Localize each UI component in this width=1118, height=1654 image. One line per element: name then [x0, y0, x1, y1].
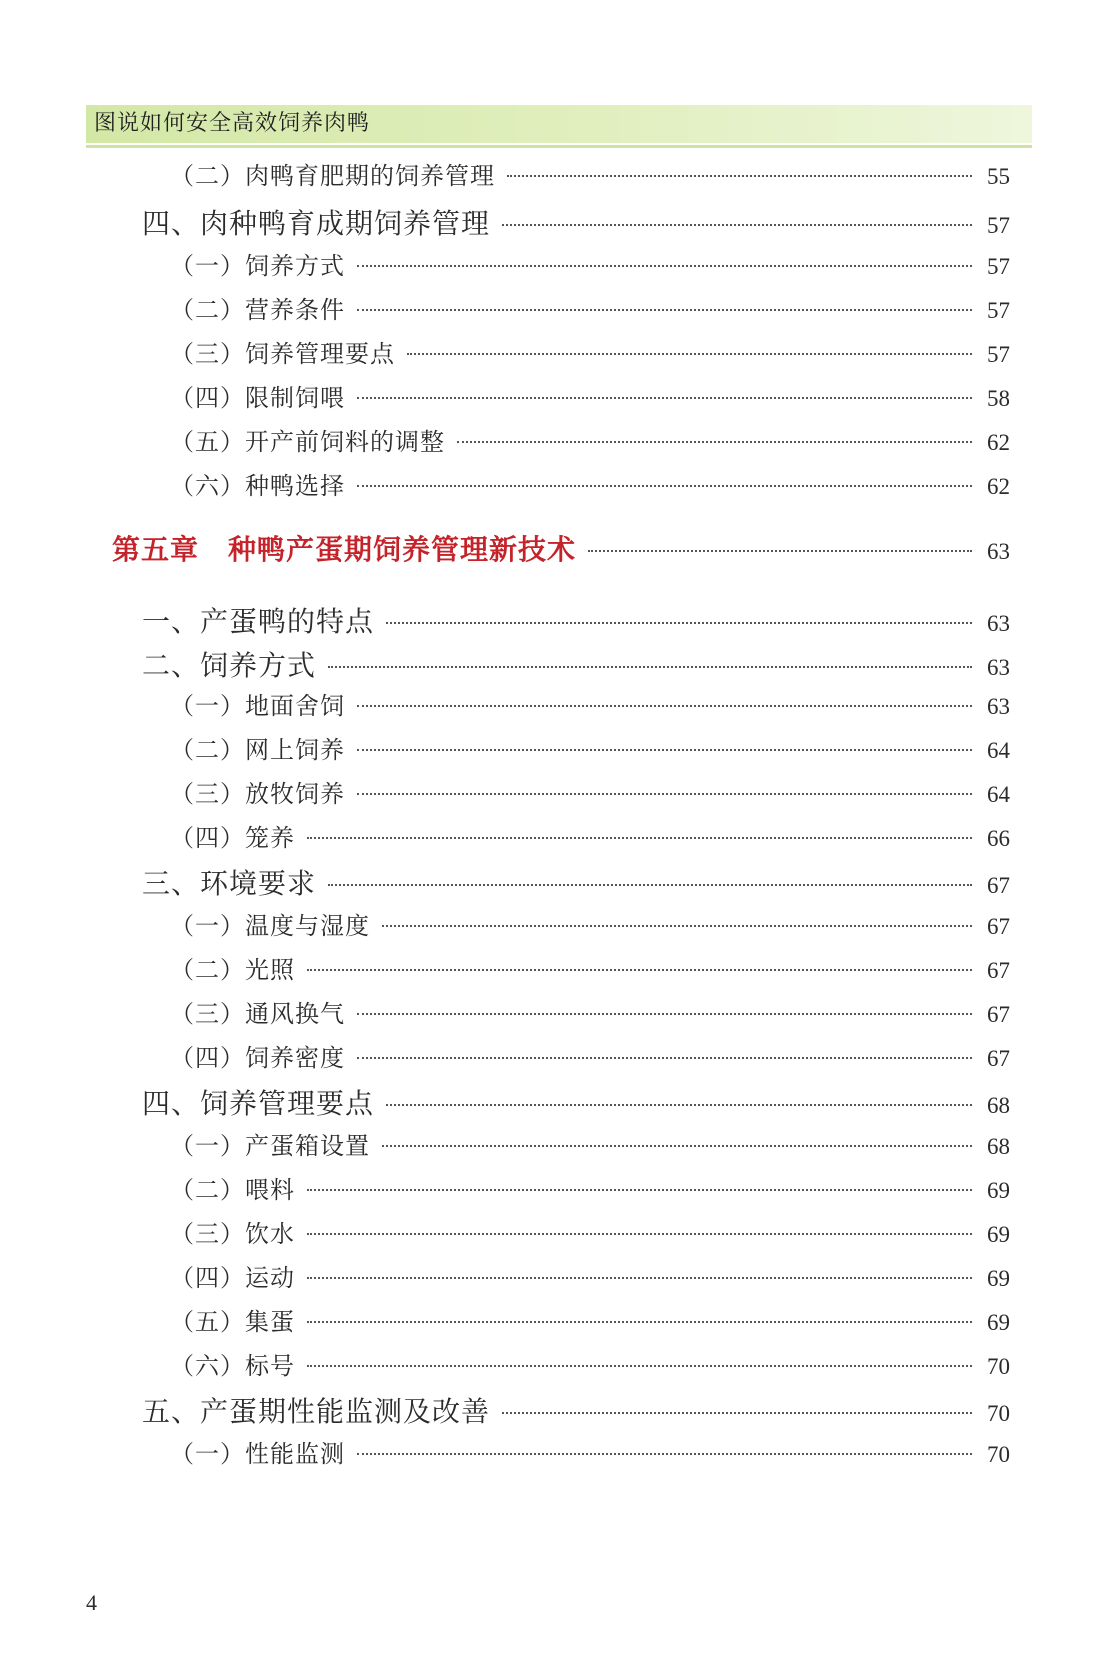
- toc-entry-title: （一）饲养方式: [170, 252, 345, 280]
- toc-entry-title: （二）喂料: [170, 1176, 295, 1204]
- toc-entry-title: 四、饲养管理要点: [142, 1087, 375, 1120]
- toc-page-number: 64: [987, 738, 1010, 763]
- toc-page-number: 63: [987, 655, 1010, 680]
- toc-entry-title: （二）网上饲养: [170, 736, 345, 764]
- toc-subsection-entry[interactable]: [170, 1258, 1010, 1294]
- dot-leader: [357, 1453, 972, 1455]
- page-number: 4: [86, 1590, 97, 1615]
- toc-page-number: 55: [987, 164, 1010, 189]
- toc-entry-title: （六）标号: [170, 1352, 295, 1380]
- toc-entry-title: （三）饮水: [170, 1220, 295, 1248]
- toc-subsection-entry[interactable]: [170, 466, 1010, 502]
- toc-subsection-entry[interactable]: [170, 1038, 1010, 1074]
- toc-section-entry[interactable]: [142, 1082, 1010, 1118]
- toc-subsection-entry[interactable]: [170, 774, 1010, 810]
- dot-leader: [328, 666, 972, 668]
- dot-leader: [357, 397, 972, 399]
- toc-page-number: 69: [987, 1266, 1010, 1291]
- toc-page-number: 69: [987, 1310, 1010, 1335]
- toc-subsection-entry[interactable]: [170, 1214, 1010, 1250]
- toc-entry-title: （二）肉鸭育肥期的饲养管理: [170, 162, 495, 190]
- toc-page-number: 67: [987, 1002, 1010, 1027]
- toc-subsection-entry[interactable]: [170, 1434, 1010, 1470]
- toc-subsection-entry[interactable]: [170, 994, 1010, 1030]
- toc-subsection-entry[interactable]: [170, 156, 1010, 192]
- toc-entry-title: 四、肉种鸭育成期饲养管理: [142, 207, 491, 240]
- toc-section-entry[interactable]: [142, 1390, 1010, 1426]
- dot-leader: [386, 1104, 972, 1106]
- header-divider: [86, 145, 1032, 148]
- toc-entry-title: （三）放牧饲养: [170, 780, 345, 808]
- toc-page-number: 70: [987, 1442, 1010, 1467]
- dot-leader: [357, 265, 972, 267]
- toc-entry-title: （四）笼养: [170, 824, 295, 852]
- toc-page-number: 67: [987, 914, 1010, 939]
- toc-page-number: 68: [987, 1093, 1010, 1118]
- toc-subsection-entry[interactable]: [170, 378, 1010, 414]
- toc-entry-title: 二、饲养方式: [142, 649, 317, 682]
- toc-subsection-entry[interactable]: [170, 1346, 1010, 1382]
- toc-page-number: 68: [987, 1134, 1010, 1159]
- toc-subsection-entry[interactable]: [170, 950, 1010, 986]
- toc-entry-title: 三、环境要求: [142, 867, 317, 900]
- dot-leader: [328, 884, 972, 886]
- running-header: [86, 105, 1032, 143]
- dot-leader: [502, 1412, 972, 1414]
- toc-subsection-entry[interactable]: [170, 906, 1010, 942]
- toc-page-number: 70: [987, 1401, 1010, 1426]
- toc-entry-title: （一）性能监测: [170, 1440, 345, 1468]
- toc-subsection-entry[interactable]: [170, 1170, 1010, 1206]
- toc-entry-title: （四）限制饲喂: [170, 384, 345, 412]
- toc-entry-title: （六）种鸭选择: [170, 472, 345, 500]
- toc-page-number: 67: [987, 958, 1010, 983]
- toc-page-number: 69: [987, 1222, 1010, 1247]
- toc-entry-title: （一）地面舍饲: [170, 692, 345, 720]
- toc-page-number: 58: [987, 386, 1010, 411]
- toc-page-number: 67: [987, 1046, 1010, 1071]
- dot-leader: [507, 175, 972, 177]
- dot-leader: [357, 705, 972, 707]
- dot-leader: [307, 1233, 972, 1235]
- toc-section-entry[interactable]: [142, 600, 1010, 636]
- toc-page-number: 67: [987, 873, 1010, 898]
- dot-leader: [386, 622, 972, 624]
- toc-subsection-entry[interactable]: [170, 246, 1010, 282]
- dot-leader: [382, 1145, 972, 1147]
- toc-subsection-entry[interactable]: [170, 1126, 1010, 1162]
- toc-entry-title: （二）营养条件: [170, 296, 345, 324]
- toc-chapter-entry[interactable]: [112, 528, 1010, 564]
- toc-entry-title: 五、产蛋期性能监测及改善: [142, 1395, 491, 1428]
- toc-entry-title: 一、产蛋鸭的特点: [142, 605, 375, 638]
- toc-page-number: 63: [987, 611, 1010, 636]
- dot-leader: [307, 1189, 972, 1191]
- dot-leader: [502, 224, 972, 226]
- dot-leader: [307, 1365, 972, 1367]
- toc-subsection-entry[interactable]: [170, 818, 1010, 854]
- toc-page-number: 63: [987, 539, 1010, 564]
- toc-page-number: 66: [987, 826, 1010, 851]
- dot-leader: [307, 1277, 972, 1279]
- toc-page-number: 63: [987, 694, 1010, 719]
- dot-leader: [357, 309, 972, 311]
- toc-entry-title: （一）温度与湿度: [170, 912, 370, 940]
- toc-entry-title: 第五章 种鸭产蛋期饲养管理新技术: [112, 533, 577, 566]
- dot-leader: [588, 550, 972, 552]
- toc-subsection-entry[interactable]: [170, 1302, 1010, 1338]
- toc-entry-title: （四）运动: [170, 1264, 295, 1292]
- toc-entry-title: （一）产蛋箱设置: [170, 1132, 370, 1160]
- dot-leader: [307, 1321, 972, 1323]
- toc-subsection-entry[interactable]: [170, 422, 1010, 458]
- toc-page-number: 57: [987, 213, 1010, 238]
- dot-leader: [457, 441, 972, 443]
- toc-entry-title: （五）集蛋: [170, 1308, 295, 1336]
- toc-page-number: 64: [987, 782, 1010, 807]
- dot-leader: [357, 485, 972, 487]
- toc-section-entry[interactable]: [142, 644, 1010, 680]
- dot-leader: [357, 1057, 972, 1059]
- book-title: 图说如何安全高效饲养肉鸭: [94, 111, 371, 136]
- dot-leader: [357, 1013, 972, 1015]
- toc-entry-title: （二）光照: [170, 956, 295, 984]
- toc-subsection-entry[interactable]: [170, 686, 1010, 722]
- toc-page-number: 57: [987, 298, 1010, 323]
- toc-subsection-entry[interactable]: [170, 290, 1010, 326]
- toc-page-number: 70: [987, 1354, 1010, 1379]
- toc-page-number: 57: [987, 254, 1010, 279]
- toc-section-entry[interactable]: [142, 202, 1010, 238]
- toc-section-entry[interactable]: [142, 862, 1010, 898]
- toc-entry-title: （四）饲养密度: [170, 1044, 345, 1072]
- toc-subsection-entry[interactable]: [170, 730, 1010, 766]
- toc-entry-title: （三）通风换气: [170, 1000, 345, 1028]
- dot-leader: [407, 353, 972, 355]
- dot-leader: [307, 969, 972, 971]
- dot-leader: [382, 925, 972, 927]
- toc-page-number: 69: [987, 1178, 1010, 1203]
- dot-leader: [357, 793, 972, 795]
- toc-page-number: 57: [987, 342, 1010, 367]
- toc-entry-title: （五）开产前饲料的调整: [170, 428, 445, 456]
- dot-leader: [307, 837, 972, 839]
- toc-page-number: 62: [987, 474, 1010, 499]
- toc-page-number: 62: [987, 430, 1010, 455]
- dot-leader: [357, 749, 972, 751]
- toc-entry-title: （三）饲养管理要点: [170, 340, 395, 368]
- toc-subsection-entry[interactable]: [170, 334, 1010, 370]
